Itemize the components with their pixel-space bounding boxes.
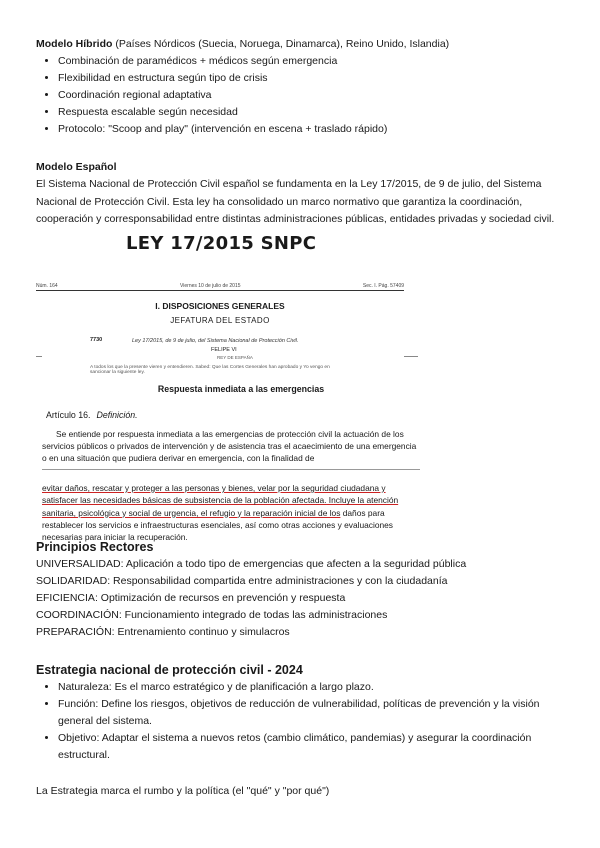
highlighted-text-2: Incluye la atención sanitaria, psicológica y social de urgencia, el refugio y la reparación inicial de los	[42, 495, 399, 518]
boe-header	[36, 283, 404, 291]
list-item: • Coordinación regional adaptativa	[58, 87, 556, 104]
boe-articulo	[46, 410, 420, 420]
principio-text: : Optimización de recursos en prevención y respuesta	[94, 592, 346, 604]
boe-respuesta: Respuesta inmediata a las emergencias	[157, 384, 325, 394]
document-page	[36, 36, 556, 254]
boe-excerpt-article	[42, 384, 420, 543]
estrategia-closing: La Estrategia marca el rumbo y la política (el "qué" y "por qué")	[36, 785, 330, 797]
hibrido-list	[36, 53, 556, 138]
boe-law-number: 7730	[90, 337, 103, 343]
principio-item	[36, 624, 566, 641]
principio-key: COORDINACIÓN	[36, 609, 119, 621]
principio-key: SOLIDARIDAD	[36, 575, 108, 587]
law-image-title: LEY 17/2015 SNPC	[126, 232, 317, 254]
list-item: • Protocolo: "Scoop and play" (intervención en escena + traslado rápido)	[58, 121, 556, 138]
boe-section-title: I. DISPOSICIONES GENERALES	[155, 301, 285, 311]
list-item: • Flexibilidad en estructura según tipo de crisis	[58, 70, 556, 87]
boe-rey: REY DE ESPAÑA	[217, 355, 253, 360]
boe-section-page: Sec. I. Pág. 57409	[362, 283, 404, 289]
boe-text-2	[42, 482, 420, 543]
hibrido-heading	[36, 36, 556, 53]
principio-item	[36, 556, 566, 573]
hibrido-countries: (Países Nórdicos (Suecia, Noruega, Dinamarca), Reino Unido, Islandia)	[112, 38, 450, 50]
estrategia-title: Estrategia nacional de protección civil - 2024	[36, 663, 303, 677]
boe-felipe: FELIPE VI	[211, 347, 237, 353]
principio-item	[36, 573, 566, 590]
divider	[42, 469, 420, 470]
boe-todos: A todos los que la presente vieren y entendieren. Sabed: Que las Cortes Generales han aprobado y Yo vengo en sancionar la siguiente ley.	[90, 365, 330, 375]
principio-key: PREPARACIÓN	[36, 626, 112, 638]
espanol-title: Modelo Español	[36, 161, 117, 173]
principio-text: : Aplicación a todo tipo de emergencias que afecten a la seguridad pública	[120, 558, 467, 570]
boe-date: Viernes 10 de julio de 2015	[180, 283, 241, 289]
divider	[36, 356, 42, 357]
articulo-number: Artículo 16.	[46, 410, 91, 420]
articulo-definicion: Definición.	[96, 410, 138, 420]
list-item: • Objetivo: Adaptar el sistema a nuevos retos (cambio climático, pandemias) y asegurar la coordinación estructural.	[58, 730, 566, 764]
boe-number: Núm. 164	[36, 283, 58, 289]
principio-key: EFICIENCIA	[36, 592, 95, 604]
boe-text-1: Se entiende por respuesta inmediata a las emergencias de protección civil la actuación de los servicios públicos o privados de intervención y de asistencia tras el acaecimiento de una emergencia o en una situación que pudiera derivar en emergencia, con la finalidad de	[42, 429, 417, 463]
boe-jefatura: JEFATURA DEL ESTADO	[170, 316, 270, 325]
hibrido-title: Modelo Híbrido	[36, 38, 113, 50]
list-item: • Respuesta escalable según necesidad	[58, 104, 556, 121]
principio-text: : Responsabilidad compartida entre administraciones y con la ciudadanía	[107, 575, 448, 587]
principios-section	[36, 538, 566, 800]
boe-text-2-rest: daños para restablecer los servicios e infraestructuras esenciales, así como otras acciones y evaluaciones necesarias para iniciar la recuperación.	[42, 507, 393, 543]
principio-text: : Funcionamiento integrado de todas las administraciones	[118, 609, 388, 621]
espanol-paragraph: El Sistema Nacional de Protección Civil español se fundamenta en la Ley 17/2015, de 9 de julio, del Sistema Nacional de Protección Civil. Esta ley ha consolidado un marco normativo que garantiza la coordinación, cooperación y corresponsabilidad entre distintas administraciones públicas, entidades privadas y sociedad civil.	[36, 178, 555, 225]
principio-item	[36, 590, 566, 607]
divider	[404, 356, 418, 357]
list-item: • Combinación de paramédicos + médicos según emergencia	[58, 53, 556, 70]
principio-item	[36, 607, 566, 624]
principio-text: : Entrenamiento continuo y simulacros	[111, 626, 290, 638]
list-item: • Naturaleza: Es el marco estratégico y de planificación a largo plazo.	[58, 679, 566, 696]
estrategia-list	[36, 679, 566, 764]
principios-title: Principios Rectores	[36, 540, 154, 554]
boe-law-line: Ley 17/2015, de 9 de julio, del Sistema Nacional de Protección Civil.	[132, 338, 299, 344]
principio-key: UNIVERSALIDAD	[36, 558, 121, 570]
boe-excerpt-top	[36, 283, 404, 385]
highlighted-text: evitar daños, rescatar y proteger a las personas y bienes, velar por la seguridad ciudadana y satisfacer las necesidades básicas de subsistencia de la población afectada.	[42, 483, 386, 506]
list-item: • Función: Define los riesgos, objetivos de reducción de vulnerabilidad, políticas de prevención y la visión general del sistema.	[58, 696, 566, 730]
